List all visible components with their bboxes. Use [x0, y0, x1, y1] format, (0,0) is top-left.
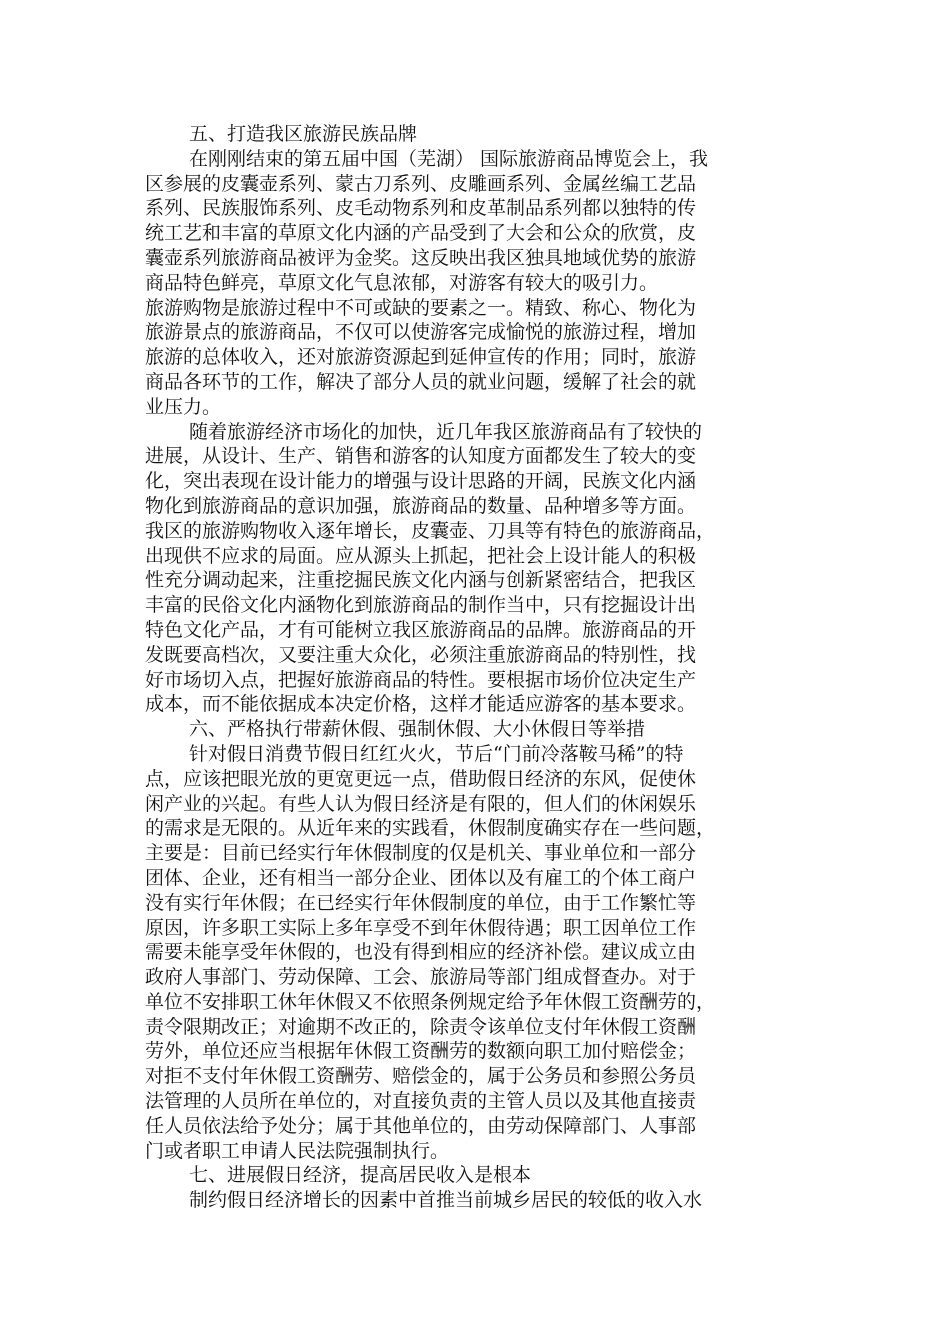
- text-line: 单位不安排职工休年休假又不依照条例规定给予年休假工资酬劳的，: [145, 990, 716, 1013]
- text-line: 商品特色鲜亮，草原文化气息浓郁，对游客有较大的吸引力。: [145, 271, 659, 294]
- text-line: 针对假日消费节假日红红火火，节后“门前冷落鞍马稀”的特: [189, 742, 684, 765]
- text-line: 五、打造我区旅游民族品牌: [189, 123, 418, 145]
- text-line: 随着旅游经济市场化的加快，近几年我区旅游商品有了较快的: [189, 420, 703, 443]
- text-line: 旅游购物是旅游过程中不可或缺的要素之一。精致、称心、物化为: [145, 296, 697, 319]
- text-line: 业压力。: [145, 395, 222, 418]
- text-line: 我区的旅游购物收入逐年增长，皮囊壶、刀具等有特色的旅游商品，: [145, 519, 716, 542]
- text-line: 囊壶系列旅游商品被评为金奖。这反映出我区独具地域优势的旅游: [145, 246, 697, 269]
- text-line: 化，突出表现在设计能力的增强与设计思路的开阔，民族文化内涵: [145, 470, 697, 493]
- text-line: 物化到旅游商品的意识加强，旅游商品的数量、品种增多等方面。: [145, 494, 697, 517]
- text-line: 统工艺和丰富的草原文化内涵的产品受到了大会和公众的欣赏，皮: [145, 222, 697, 245]
- text-line: 政府人事部门、劳动保障、工会、旅游局等部门组成督查办。对于: [145, 966, 697, 989]
- text-line: 出现供不应求的局面。应从源头上抓起，把社会上设计能人的积极: [145, 544, 697, 567]
- text-line: 需要未能享受年休假的，也没有得到相应的经济补偿。建议成立由: [145, 941, 697, 964]
- text-line: 发既要高档次，又要注重大众化，必须注重旅游商品的特别性，找: [145, 643, 697, 666]
- text-line: 没有实行年休假；在已经实行年休假制度的单位，由于工作繁忙等: [145, 891, 697, 914]
- text-line: 区参展的皮囊壶系列、蒙古刀系列、皮雕画系列、金属丝编工艺品: [145, 172, 697, 195]
- text-line: 对拒不支付年休假工资酬劳、赔偿金的，属于公务员和参照公务员: [145, 1065, 697, 1088]
- document-body: [145, 122, 807, 1213]
- text-line: 七、进展假日经济，提高居民收入是根本: [189, 1164, 532, 1187]
- text-line: 制约假日经济增长的因素中首推当前城乡居民的较低的收入水: [189, 1189, 703, 1212]
- text-line: 丰富的民俗文化内涵物化到旅游商品的制作当中，只有挖掘设计出: [145, 594, 697, 617]
- text-line: 的需求是无限的。从近年来的实践看，休假制度确实存在一些问题，: [145, 817, 716, 840]
- text-line: 点，应该把眼光放的更宽更远一点，借助假日经济的东风，促使休: [145, 767, 697, 790]
- text-line: 法管理的人员所在单位的，对直接负责的主管人员以及其他直接责: [145, 1090, 697, 1113]
- text-line: 原因，许多职工实际上多年享受不到年休假待遇；职工因单位工作: [145, 916, 697, 939]
- text-line: 任人员依法给予处分；属于其他单位的，由劳动保障部门、人事部: [145, 1114, 697, 1137]
- text-line: 闲产业的兴起。有些人认为假日经济是有限的，但人们的休闲娱乐: [145, 792, 697, 815]
- text-line: 商品各环节的工作，解决了部分人员的就业问题，缓解了社会的就: [145, 370, 697, 393]
- text-line: 进展，从设计、生产、销售和游客的认知度方面都发生了较大的变: [145, 445, 697, 468]
- text-line: 特色文化产品，才有可能树立我区旅游商品的品牌。旅游商品的开: [145, 618, 697, 641]
- text-line: 劳外，单位还应当根据年休假工资酬劳的数额向职工加付赔偿金；: [145, 1040, 697, 1063]
- text-line: 六、严格执行带薪休假、强制休假、大小休假日等举措: [189, 718, 646, 741]
- text-line: 旅游景点的旅游商品，不仅可以使游客完成愉悦的旅游过程，增加: [145, 321, 697, 344]
- text-line: 责令限期改正；对逾期不改正的，除责令该单位支付年休假工资酬: [145, 1015, 697, 1038]
- text-line: 在刚刚结束的第五届中国（芜湖） 国际旅游商品博览会上，我: [189, 147, 709, 170]
- text-line: 门或者职工申请人民法院强制执行。: [145, 1139, 450, 1162]
- text-line: 好市场切入点，把握好旅游商品的特性。要根据市场价位决定生产: [145, 668, 697, 691]
- text-line: 系列、民族服饰系列、皮毛动物系列和皮革制品系列都以独特的传: [145, 197, 697, 220]
- text-line: 主要是：目前已经实行年休假制度的仅是机关、事业单位和一部分: [145, 842, 697, 865]
- text-line: 成本，而不能依据成本决定价格，这样才能适应游客的基本要求。: [145, 693, 697, 716]
- text-line: 团体、企业，还有相当一部分企业、团体以及有雇工的个体工商户: [145, 866, 697, 889]
- text-line: 性充分调动起来，注重挖掘民族文化内涵与创新紧密结合，把我区: [145, 569, 697, 592]
- text-line: 旅游的总体收入，还对旅游资源起到延伸宣传的作用；同时，旅游: [145, 346, 697, 369]
